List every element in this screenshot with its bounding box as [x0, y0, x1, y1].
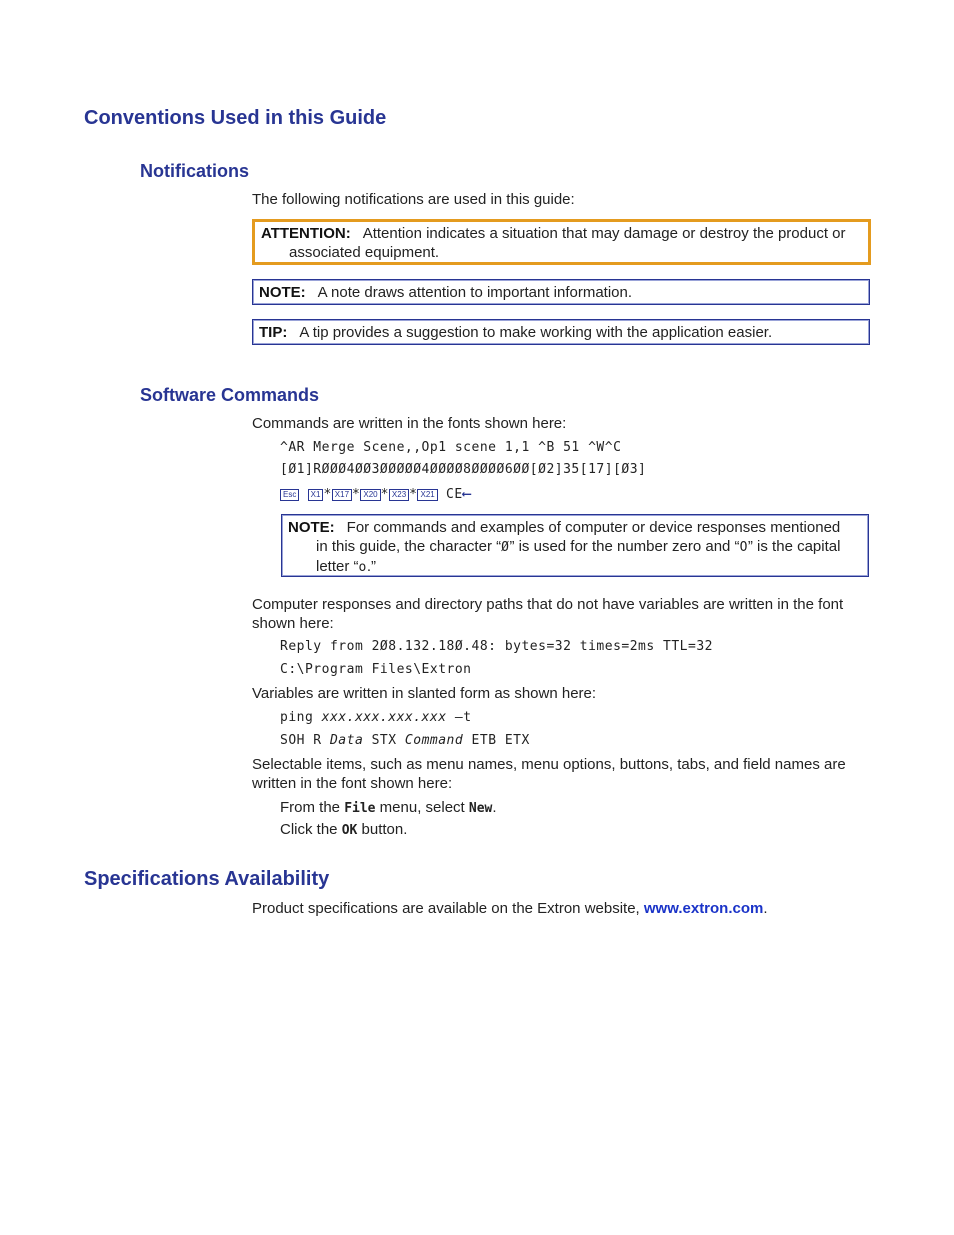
var-text: STX	[363, 733, 405, 748]
specs-text	[252, 899, 768, 918]
attention-box	[252, 219, 871, 265]
zero-char: Ø	[501, 540, 510, 555]
selectable-intro-line-2: written in the font shown here:	[252, 775, 453, 792]
sel-file: File	[344, 801, 376, 816]
response-example-1: Reply from 2Ø8.132.18Ø.48: bytes=32 times=2ms TTL=32	[280, 639, 713, 654]
selectable-intro-line-1: Selectable items, such as menu names, menu options, buttons, tabs, and field names are	[252, 756, 846, 773]
enter-arrow-icon: ⟵	[462, 487, 472, 502]
key-x23: X23	[389, 489, 409, 501]
command-note-line-1: For commands and examples of computer or device responses mentioned	[346, 519, 841, 536]
tip-label: TIP:	[259, 324, 288, 341]
tip-box	[252, 319, 870, 345]
star: *	[352, 487, 361, 502]
sel-text: button.	[357, 821, 408, 838]
specs-period: .	[763, 900, 768, 917]
variable-example-2	[280, 733, 530, 748]
var-data: Data	[329, 733, 364, 748]
var-command: Command	[404, 733, 464, 748]
command-note-label: NOTE:	[288, 519, 335, 536]
key-x17: X17	[332, 489, 352, 501]
attention-text: Attention indicates a situation that may damage or destroy the product or	[362, 225, 846, 242]
command-note-line-2	[288, 537, 862, 557]
sel-text: Click the	[280, 821, 342, 838]
subsection-title-software-commands: Software Commands	[140, 385, 320, 405]
attention-label: ATTENTION:	[261, 225, 351, 242]
var-text: ETB ETX	[463, 733, 530, 748]
response-example-2: C:\Program Files\Extron	[280, 662, 472, 677]
lowercase-o-char: o	[358, 560, 367, 575]
key-x20: X20	[360, 489, 380, 501]
commands-intro: Commands are written in the fonts shown here:	[252, 415, 567, 432]
key-x1: X1	[308, 489, 324, 501]
note-text-part: .”	[366, 558, 377, 575]
responses-intro	[252, 595, 862, 633]
note-text: A note draws attention to important information.	[317, 284, 633, 301]
tip-text: A tip provides a suggestion to make working with the application easier.	[299, 324, 773, 341]
responses-intro-line-1: Computer responses and directory paths that do not have variables are written in the font	[252, 596, 844, 613]
var-tail: —t	[446, 710, 472, 725]
section-title-specifications: Specifications Availability	[84, 868, 330, 890]
variables-intro: Variables are written in slanted form as shown here:	[252, 685, 597, 702]
note-text-part: letter “	[316, 558, 359, 575]
var-cmd: ping	[280, 710, 322, 725]
ce-text: CE	[446, 487, 463, 502]
capital-o-char: O	[739, 540, 748, 555]
selectable-intro	[252, 755, 862, 793]
responses-intro-line-2: shown here:	[252, 615, 334, 632]
var-text: SOH R	[280, 733, 330, 748]
specs-text-part: Product specifications are available on the Extron website,	[252, 900, 644, 917]
star: *	[380, 487, 389, 502]
var-variable: xxx.xxx.xxx.xxx	[321, 710, 447, 725]
command-example-1: ^AR Merge Scene,,Op1 scene 1,1 ^B 51 ^W^C	[280, 440, 622, 455]
variable-example-1	[280, 710, 472, 725]
note-box	[252, 279, 870, 305]
section-title-conventions: Conventions Used in this Guide	[84, 107, 387, 129]
extron-website-link[interactable]: www.extron.com	[643, 900, 764, 917]
selectable-example-2	[280, 820, 407, 840]
notifications-intro: The following notifications are used in this guide:	[252, 191, 575, 208]
command-note-box	[281, 514, 869, 577]
subsection-title-notifications: Notifications	[140, 161, 250, 181]
note-label: NOTE:	[259, 284, 306, 301]
note-text-part: ” is the capital	[747, 538, 841, 555]
command-note-line-3	[288, 557, 862, 577]
sel-text: From the	[280, 799, 345, 816]
key-x21: X21	[417, 489, 437, 501]
selectable-example-1	[280, 798, 497, 818]
sel-text: .	[492, 799, 497, 816]
sel-ok: OK	[341, 823, 358, 838]
key-esc: Esc	[280, 489, 299, 501]
command-example-2: [Ø1]RØØØ4ØØ3ØØØØØ4ØØØØ8ØØØØ6ØØ[Ø2]35[17][Ø3]	[280, 462, 647, 477]
note-text-part: in this guide, the character “	[316, 538, 502, 555]
sel-new: New	[468, 801, 493, 816]
star: *	[323, 487, 332, 502]
note-text-part: ” is used for the number zero and “	[509, 538, 740, 555]
star: *	[409, 487, 418, 502]
attention-text-2: associated equipment.	[289, 244, 440, 261]
command-keys-example	[280, 487, 471, 502]
sel-text: menu, select	[375, 799, 469, 816]
